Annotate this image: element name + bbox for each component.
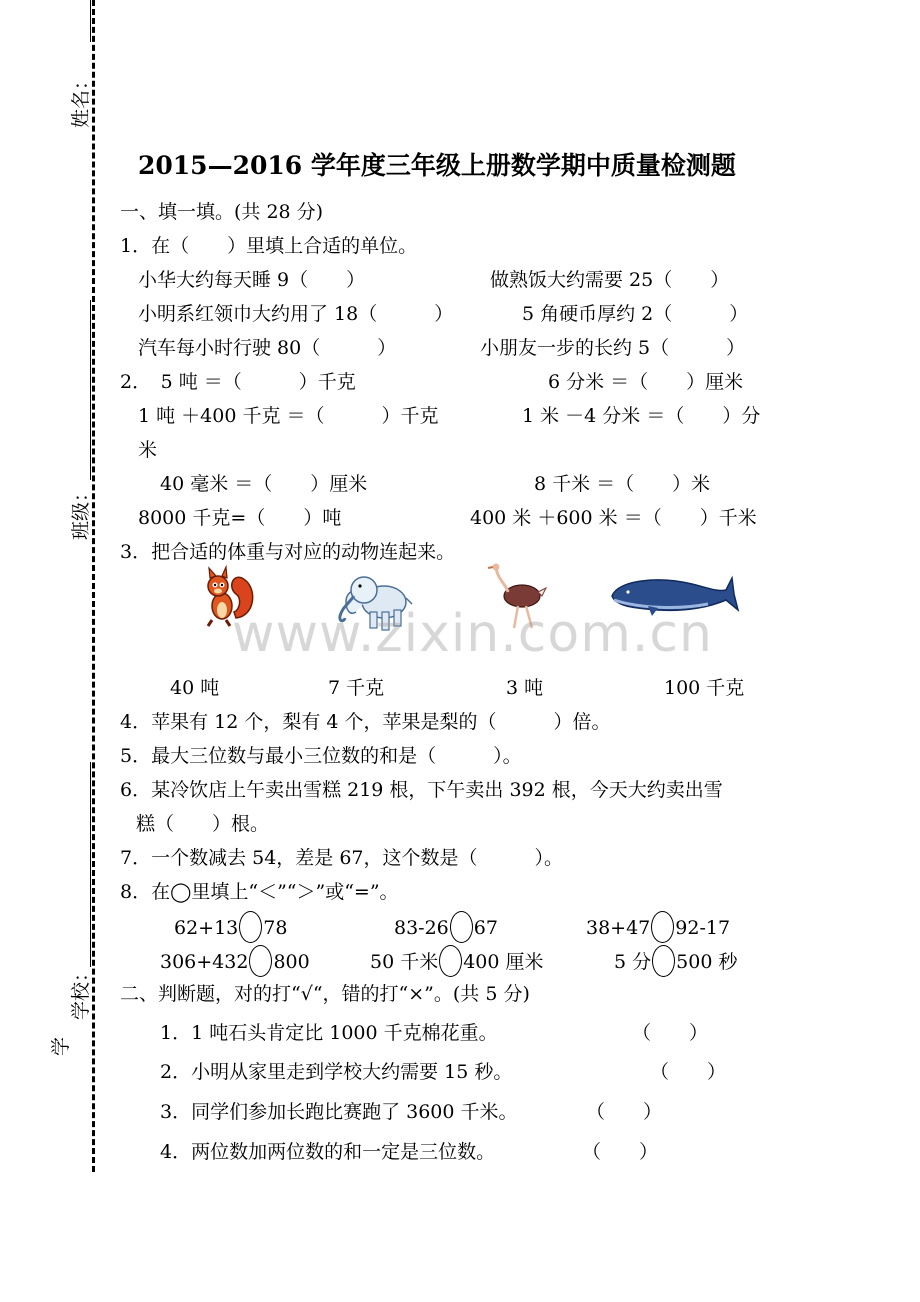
compare-right: 400 厘米 <box>463 951 544 973</box>
compare-left: 62+13 <box>174 917 239 939</box>
weight-label: 100 千克 <box>664 677 745 699</box>
compare-circle[interactable] <box>651 911 674 943</box>
school-label: 学校： <box>70 962 92 1020</box>
weight-label: 3 吨 <box>506 677 544 699</box>
judge-item-blank[interactable]: （ ） <box>582 1141 659 1163</box>
q2-row4-right: 400 米 ＋600 米 ＝（ ）千米 <box>470 507 757 529</box>
q5: 5．最大三位数与最小三位数的和是（ ）。 <box>120 745 522 767</box>
compare-circle[interactable] <box>652 945 675 977</box>
compare-item <box>370 947 544 979</box>
judge-item-text: 1．1 吨石头肯定比 1000 千克棉花重。 <box>160 1022 498 1044</box>
compare-item <box>586 913 730 945</box>
q2-row4-left: 8000 千克=（ ）吨 <box>138 507 342 529</box>
q1-item: 5 角硬币厚约 2（ ） <box>522 303 749 325</box>
compare-left: 5 分 <box>614 951 652 973</box>
compare-item <box>160 947 310 979</box>
compare-circle[interactable] <box>450 911 473 943</box>
compare-right: 67 <box>473 917 498 939</box>
q1-item: 小华大约每天睡 9（ ） <box>138 269 366 291</box>
compare-right: 800 <box>273 951 310 973</box>
q1-item: 小朋友一步的长约 5（ ） <box>480 337 746 359</box>
q2-row1-right: 6 分米 ＝（ ）厘米 <box>548 371 744 393</box>
compare-item <box>394 913 498 945</box>
compare-circle[interactable] <box>439 945 462 977</box>
q2-row2-left: 1 吨 ＋400 千克 ＝（ ）千克 <box>138 405 439 427</box>
compare-left: 38+47 <box>586 917 651 939</box>
page-title: 2015—2016 学年度三年级上册数学期中质量检测题 <box>138 151 736 180</box>
judge-item-text: 3．同学们参加长跑比赛跑了 3600 千米。 <box>160 1101 518 1123</box>
q7: 7．一个数减去 54，差是 67，这个数是（ ）。 <box>120 847 564 869</box>
q2-row1-left: 2． 5 吨 ＝（ ）千克 <box>120 371 356 393</box>
name-label: 姓名： <box>70 70 92 128</box>
class-underline <box>90 300 91 480</box>
q1-prompt: 1．在（ ）里填上合适的单位。 <box>120 235 418 257</box>
q1-item: 做熟饭大约需要 25（ ） <box>490 269 730 291</box>
judge-item-blank[interactable]: （ ） <box>586 1101 663 1123</box>
compare-circle[interactable] <box>249 945 272 977</box>
compare-item <box>174 913 287 945</box>
section1-heading: 一、填一填。(共 28 分) <box>120 201 324 223</box>
compare-right: 78 <box>263 917 288 939</box>
compare-right: 500 秒 <box>676 951 738 973</box>
school-underline <box>90 762 91 967</box>
q6-line1: 6．某冷饮店上午卖出雪糕 219 根，下午卖出 392 根，今天大约卖出雪 <box>120 779 723 801</box>
weight-label: 40 吨 <box>170 677 220 699</box>
compare-item <box>614 947 737 979</box>
q4: 4．苹果有 12 个，梨有 4 个，苹果是梨的（ ）倍。 <box>120 711 611 733</box>
compare-right: 92-17 <box>675 917 731 939</box>
section2-heading: 二、判断题，对的打“√“，错的打“×”。(共 5 分) <box>120 983 530 1005</box>
compare-circle[interactable] <box>239 911 262 943</box>
judge-item-text: 2．小明从家里走到学校大约需要 15 秒。 <box>160 1061 513 1083</box>
compare-left: 50 千米 <box>370 951 439 973</box>
judge-item-blank[interactable]: （ ） <box>632 1022 709 1044</box>
school-label-fragment: 学 <box>50 1036 72 1056</box>
name-underline <box>90 0 91 42</box>
q3-prompt: 3．把合适的体重与对应的动物连起来。 <box>120 541 456 563</box>
q2-row2-wrap: 米 <box>138 439 158 461</box>
class-label: 班级： <box>70 482 92 540</box>
judge-item-text: 4．两位数加两位数的和一定是三位数。 <box>160 1141 496 1163</box>
q8-prompt: 8．在◯里填上“＜”“＞”或“=”。 <box>120 881 399 903</box>
judge-item-blank[interactable]: （ ） <box>650 1061 727 1083</box>
q2-row2-right: 1 米 －4 分米 ＝（ ）分 <box>522 405 761 427</box>
q2-row3-right: 8 千米 ＝（ ）米 <box>534 473 711 495</box>
q1-item: 汽车每小时行驶 80（ ） <box>138 337 397 359</box>
compare-left: 83-26 <box>394 917 449 939</box>
q2-row3-left: 40 毫米 ＝（ ）厘米 <box>160 473 368 495</box>
q6-line2: 糕（ ）根。 <box>136 813 270 835</box>
compare-left: 306+432 <box>160 951 249 973</box>
weight-label: 7 千克 <box>328 677 385 699</box>
watermark: www.zixin.com.cn <box>232 604 713 664</box>
q1-item: 小明系红领巾大约用了 18（ ） <box>138 303 454 325</box>
